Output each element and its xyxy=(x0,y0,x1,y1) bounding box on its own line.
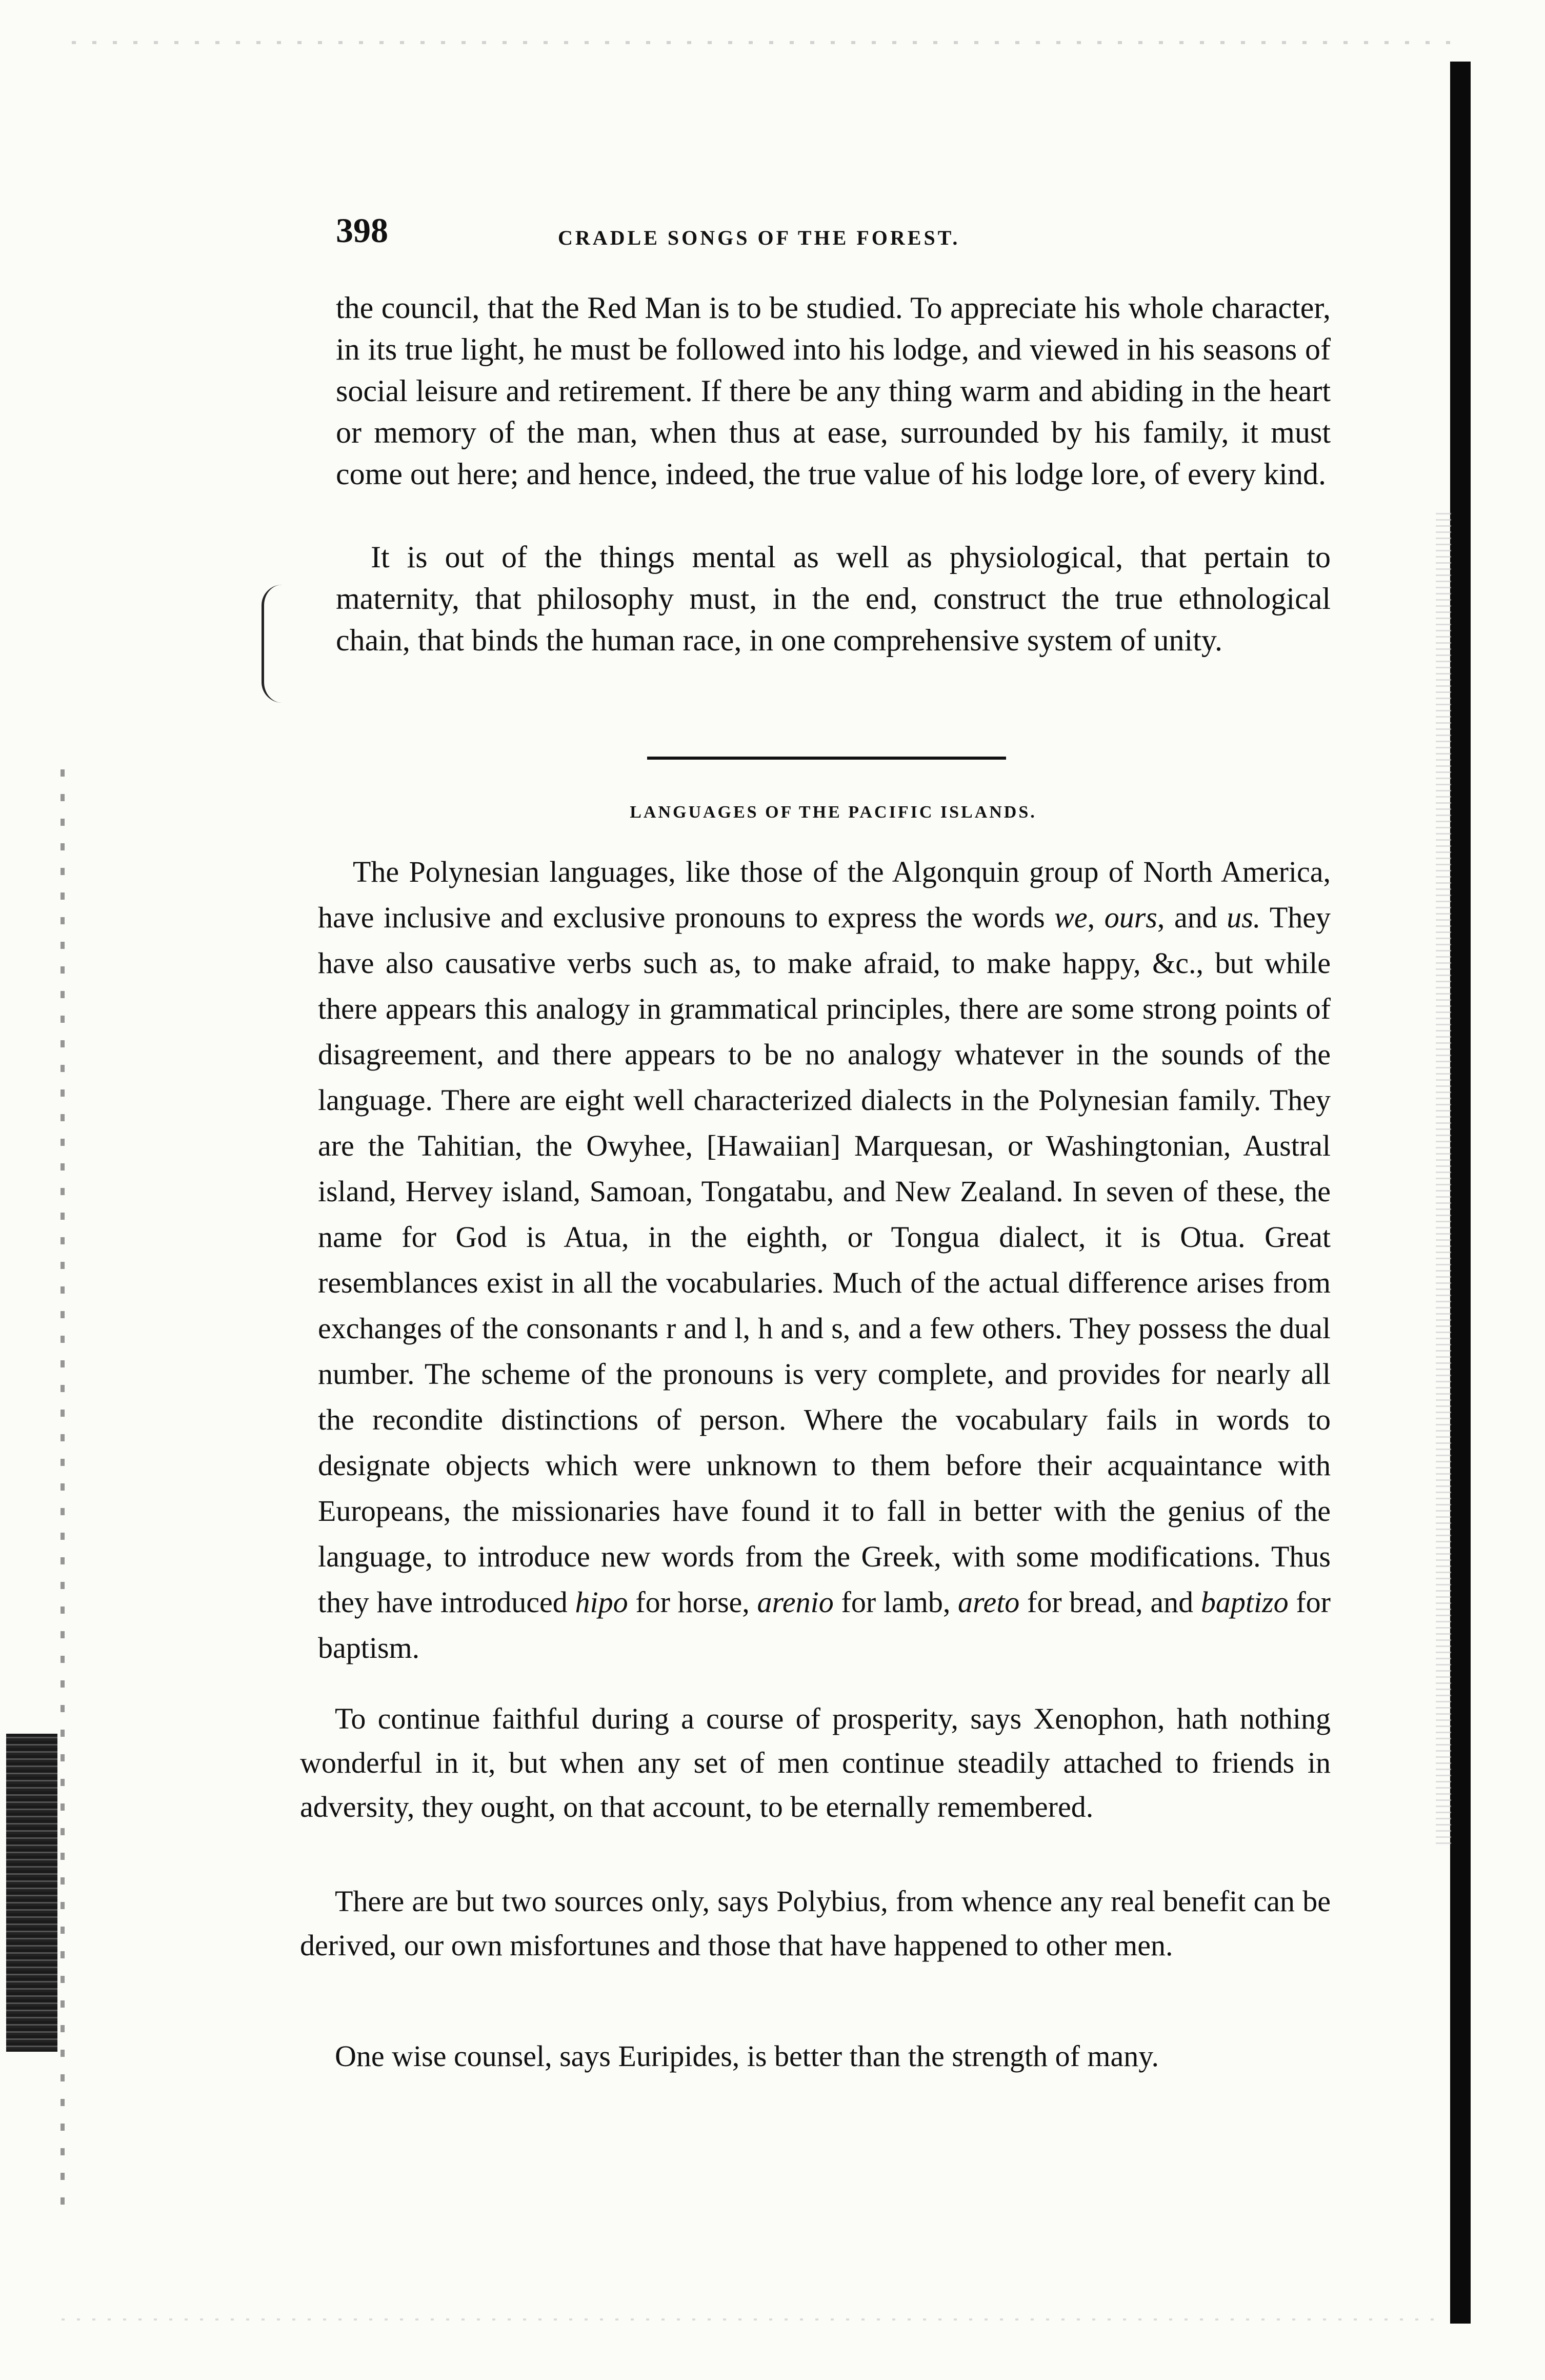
italic-run: areto xyxy=(958,1585,1020,1619)
text-run: for baptism. xyxy=(318,1585,1331,1664)
text-run: for bread, and xyxy=(1019,1585,1201,1619)
scan-edge-texture xyxy=(1436,513,1451,1847)
paragraph-euripides-text: One wise counsel, says Euripides, is better than the strength of many. xyxy=(335,2039,1159,2073)
paragraph-languages xyxy=(318,849,1331,1671)
text-run: The Polynesian languages, like those of the Algonquin group of North America, have inclusive and exclusive pronouns to express the words xyxy=(318,855,1331,934)
section-heading: LANGUAGES OF THE PACIFIC ISLANDS. xyxy=(630,803,1037,822)
page-number: 398 xyxy=(336,211,388,250)
italic-run: us. xyxy=(1227,901,1261,934)
text-run: for horse, xyxy=(628,1585,757,1619)
italic-run: ours xyxy=(1104,901,1157,934)
paragraph-2 xyxy=(336,537,1331,661)
italic-run: we xyxy=(1054,901,1088,934)
section-divider xyxy=(647,757,1006,760)
italic-run: hipo xyxy=(575,1585,628,1619)
paragraph-polybius-text: There are but two sources only, says Polybius, from whence any real benefit can be derived, our own misfortunes and those that have happened to other men. xyxy=(300,1885,1331,1962)
scan-noise-bottom xyxy=(62,2318,1446,2321)
paragraph-1-text: the council, that the Red Man is to be studied. To appreciate his whole character, in its true light, he must be followed into his lodge, and viewed in his seasons of social leisure and retirement. If there be any thing warm and abiding in the heart or memory of the man, when thus at ease, surrounded by his family, it must come out here; and hence, indeed, the true value of his lodge lore, of every kind. xyxy=(336,291,1331,491)
scan-noise-top xyxy=(72,41,1456,44)
text-run: , and xyxy=(1157,901,1227,934)
text-run: for lamb, xyxy=(833,1585,958,1619)
scan-edge-shadow xyxy=(1450,62,1471,2324)
italic-run: baptizo xyxy=(1200,1585,1289,1619)
text-run: , xyxy=(1087,901,1105,934)
paragraph-euripides xyxy=(300,2034,1331,2078)
running-head: CRADLE SONGS OF THE FOREST. xyxy=(558,226,960,249)
paragraph-2-text: It is out of the things mental as well as physiological, that pertain to maternity, that philosophy must, in the end, construct the true ethnological chain, that binds the human race, in one comprehensive system of unity. xyxy=(336,540,1331,657)
scan-margin-dots xyxy=(61,769,65,2206)
paragraph-xenophon xyxy=(300,1697,1331,1829)
paragraph-xenophon-text: To continue faithful during a course of prosperity, says Xenophon, hath nothing wonderful in it, but when any set of men continue steadily attached to friends in adversity, they ought, on that account, to be eternally remembered. xyxy=(300,1702,1331,1823)
paragraph-polybius xyxy=(300,1879,1331,1968)
paragraph-1 xyxy=(336,287,1331,495)
italic-run: arenio xyxy=(757,1585,834,1619)
margin-pencil-mark xyxy=(262,585,285,703)
text-run: They have also causative verbs such as, to make afraid, to make happy, &c., but while there appears this analogy in grammatical principles, there are some strong points of disagreement, and there appears to be no analogy whatever in the sounds of the language. There are eight well characterized dialects in the Polynesian family. They are the Tahitian, the Owyhee, [Hawaiian] Marquesan, or Washingtonian, Austral island, Hervey island, Samoan, Tongatabu, and New Zealand. In seven of these, the name for God is Atua, in the eighth, or Tongua dialect, it is Otua. Great resemblances exist in all the vocabularies. Much of the actual difference arises from exchanges of the consonants r and l, h and s, and a few others. They possess the dual number. The scheme of the pronouns is very complete, and provides for nearly all the recondite distinctions of person. Where the vocabulary fails in words to designate objects which were unknown to them before their acquaintance with Europeans, the missionaries have found it to fall in better with the genius of the language, to introduce new words from the Greek, with some modifications. Thus they have introduced xyxy=(318,901,1331,1619)
binding-shadow xyxy=(6,1734,57,2052)
